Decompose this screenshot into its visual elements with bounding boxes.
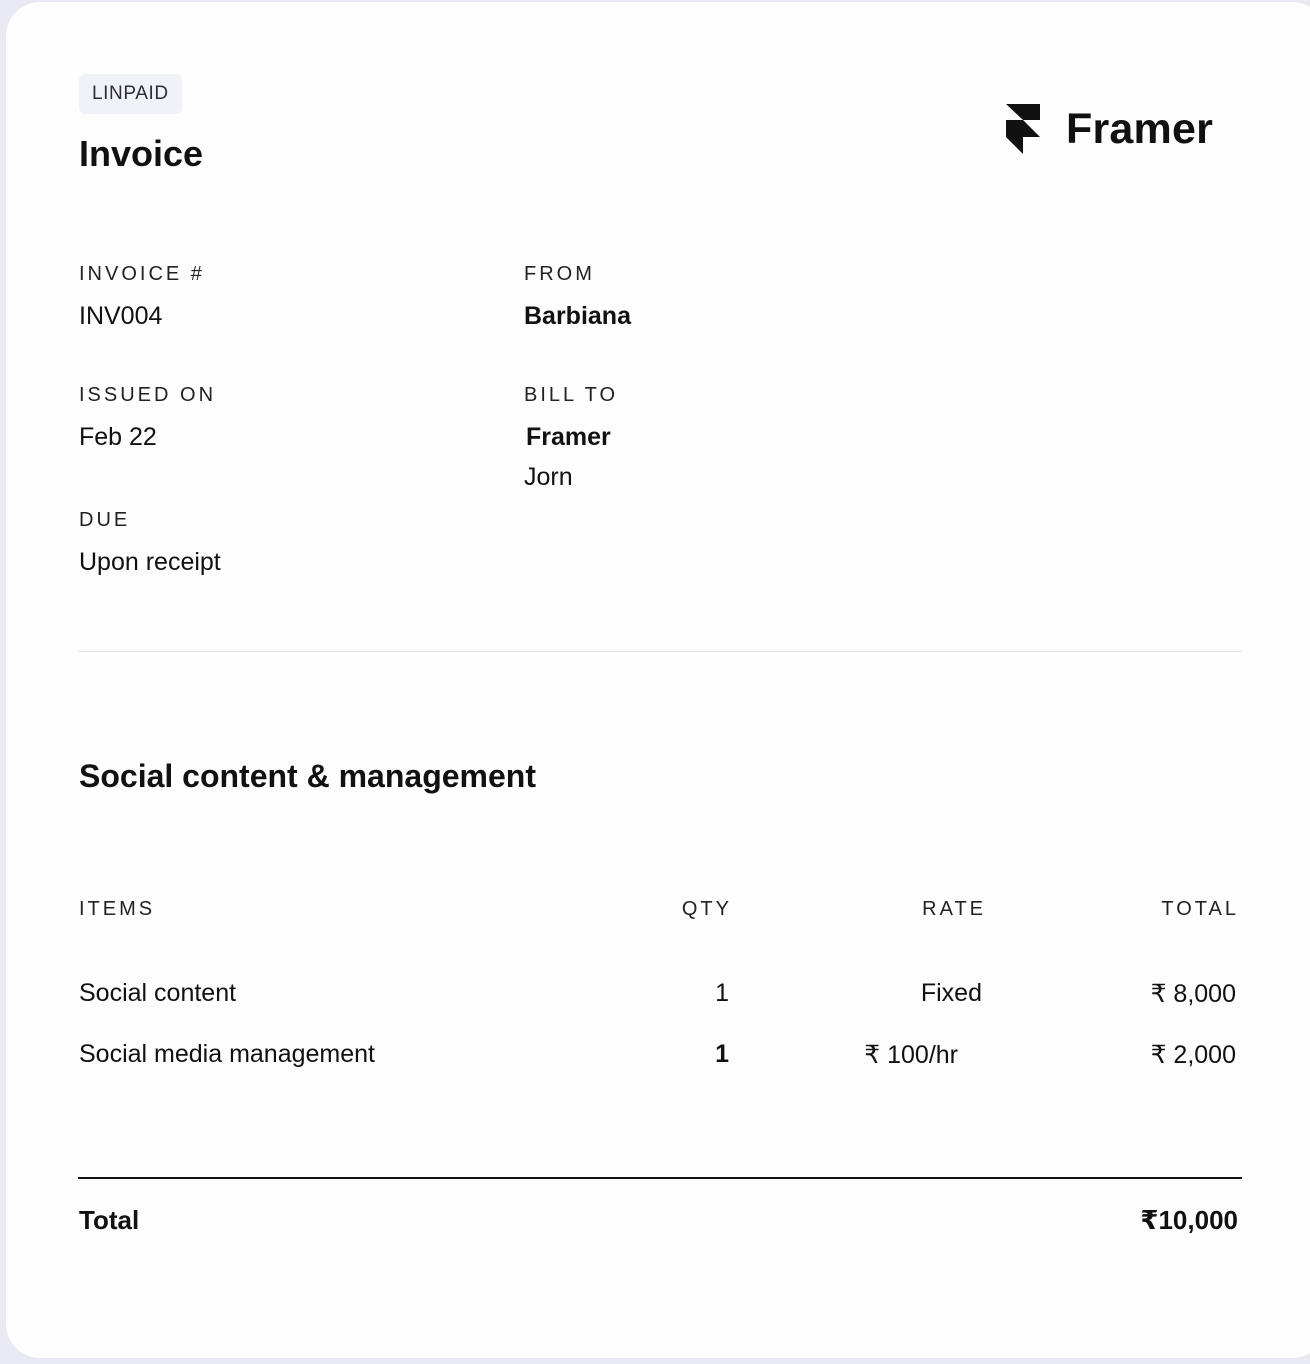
from-value: Barbiana (524, 302, 631, 330)
bill-to-label: BILL TO (524, 384, 619, 406)
invoice-number-value: INV004 (79, 302, 163, 330)
table-row-total: ₹ 8,000 (1150, 980, 1236, 1008)
table-row-item: Social media management (79, 1040, 375, 1068)
brand-name: Framer (1066, 104, 1213, 153)
table-row-qty: 1 (715, 979, 729, 1007)
table-row-qty: 1 (715, 1040, 729, 1068)
section-divider (78, 651, 1242, 652)
status-badge: LINPAID (79, 74, 182, 114)
table-row-item: Social content (79, 979, 237, 1007)
framer-logo-icon (1006, 104, 1042, 154)
due-value: Upon receipt (79, 548, 221, 576)
col-header-qty: QTY (681, 898, 732, 920)
bill-to-name: Jorn (524, 463, 573, 491)
issued-on-label: ISSUED ON (79, 384, 217, 406)
total-value: ₹10,000 (1140, 1205, 1238, 1235)
invoice-number-label: INVOICE # (79, 263, 205, 285)
total-rule (78, 1177, 1242, 1179)
bill-to-company: Framer (526, 423, 611, 451)
section-title: Social content & management (79, 758, 536, 794)
from-label: FROM (524, 263, 595, 285)
due-label: DUE (79, 509, 131, 531)
col-header-total: TOTAL (1161, 898, 1239, 920)
total-label: Total (79, 1205, 140, 1235)
table-row-rate: ₹ 100/hr (864, 1041, 958, 1069)
page-title: Invoice (79, 133, 204, 174)
col-header-rate: RATE (922, 898, 986, 920)
invoice-card (6, 2, 1310, 1358)
col-header-items: ITEMS (79, 898, 156, 920)
table-row-total: ₹ 2,000 (1150, 1041, 1236, 1069)
issued-on-value: Feb 22 (79, 423, 157, 451)
brand-logo (1006, 104, 1213, 154)
table-row-rate: Fixed (920, 979, 982, 1007)
